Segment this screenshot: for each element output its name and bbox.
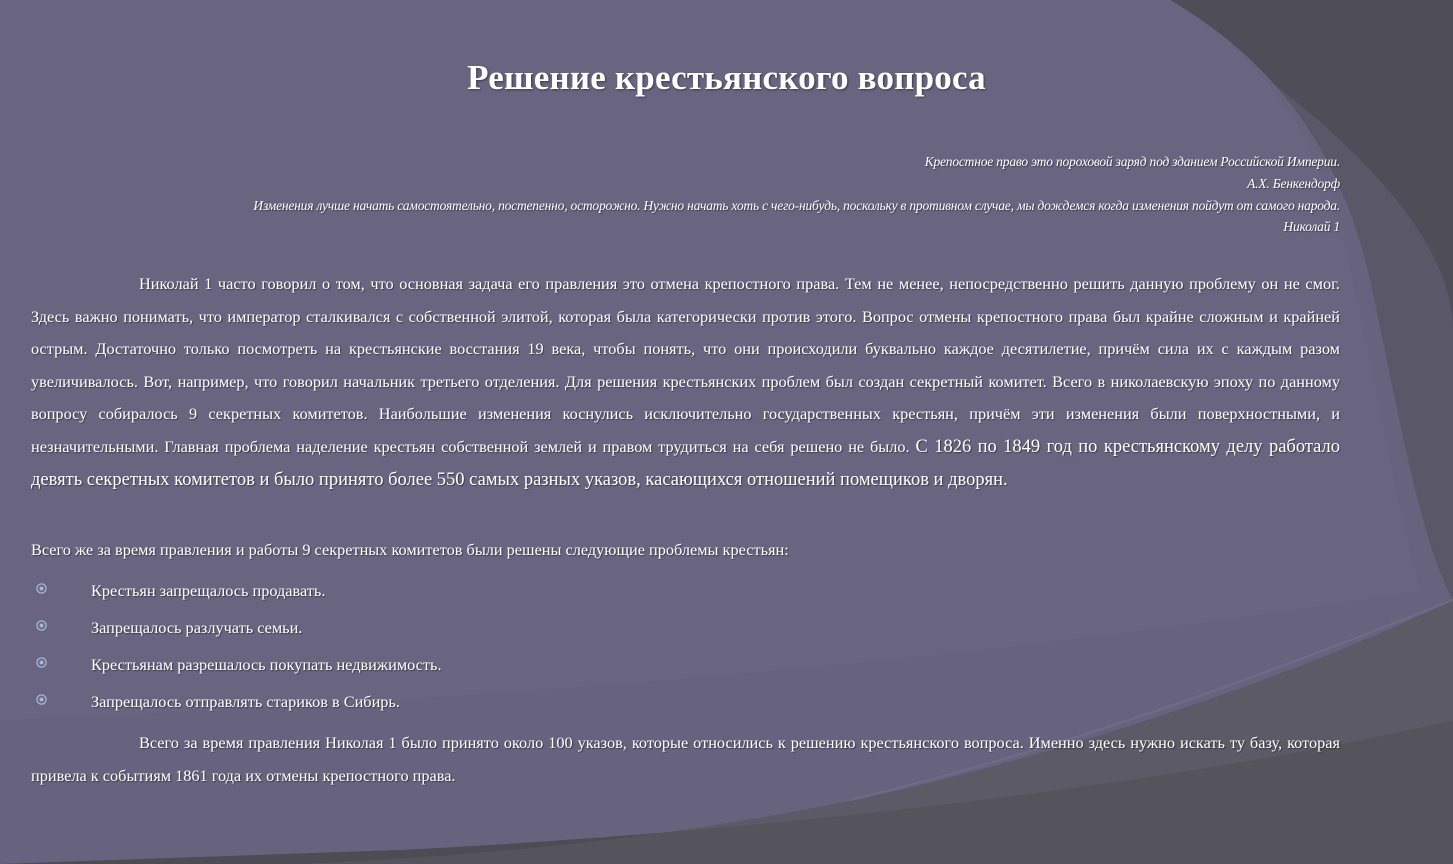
quote-text-benckendorff: Крепостное право это пороховой заряд под зданием Российской Империи. — [924, 154, 1340, 169]
list-item-label: Крестьян запрещалось продавать. — [91, 581, 326, 600]
circle-target-icon — [36, 694, 47, 705]
circle-target-icon — [36, 583, 47, 594]
quote-author-nicholas: Николай 1 — [1283, 219, 1340, 235]
final-paragraph: Всего за время правления Николая 1 было принято около 100 указов, которые относились к решению крестьянского вопроса. Именно здесь нужно искать ту базу, которая привела к событиям 1861 года их отмены крепостного права. — [31, 733, 1340, 785]
main-paragraph — [31, 268, 1340, 496]
circle-target-icon — [36, 657, 47, 668]
list-intro: Всего же за время правления и работы 9 секретных комитетов были решены следующие проблемы крестьян: — [31, 540, 789, 559]
main-paragraph-committees-text: С 1826 по 1849 год по крестьянскому делу работало девять секретных комитетов и было принято более 550 самых разных указов, касающихся отношений помещиков и дворян. — [31, 436, 1341, 490]
slide-title: Решение крестьянского вопроса — [467, 58, 986, 97]
quote-text-nicholas: Изменения лучше начать самостоятельно, постепенно, осторожно. Нужно начать хоть с чего-нибудь, поскольку в противном случае, мы дождемся когда изменения пойдут от самого народа. — [253, 197, 1340, 213]
circle-target-icon — [36, 620, 47, 631]
main-paragraph-text: Николай 1 часто говорил о том, что основная задача его правления это отмена крепостного права. Тем не менее, непосредственно решить данную проблему он не смог. Здесь важно понимать, что император сталкивался с собственной элитой, которая была категорически против этого. Вопрос отмены крепостного права был крайне сложным и крайней острым. Достаточно только посмотреть на крестьянские восстания 19 века, чтобы понять, что они происходили буквально каждое десятилетие, причём сила их с каждым разом увеличивалось. Вот, например, что говорил начальник третьего отделения. Для решения крестьянских проблем был создан секретный комитет. Всего в николаевскую эпоху по данному вопросу собиралось 9 секретных комитетов. Наибольшие изменения коснулись исключительно государственных крестьян, причём эти изменения были поверхностными, и незначительными. Главная проблема наделение крестьян собственной землей и правом трудиться на себя решено не было. — [31, 274, 1340, 456]
quote-author-benckendorff: А.Х. Бенкендорф — [1247, 175, 1340, 191]
list-item-label: Запрещалось разлучать семьи. — [91, 618, 303, 637]
quotes-block — [50, 151, 1340, 238]
list-item-label: Крестьянам разрешалось покупать недвижимость. — [91, 655, 442, 674]
list-item-label: Запрещалось отправлять стариков в Сибирь. — [91, 692, 400, 711]
